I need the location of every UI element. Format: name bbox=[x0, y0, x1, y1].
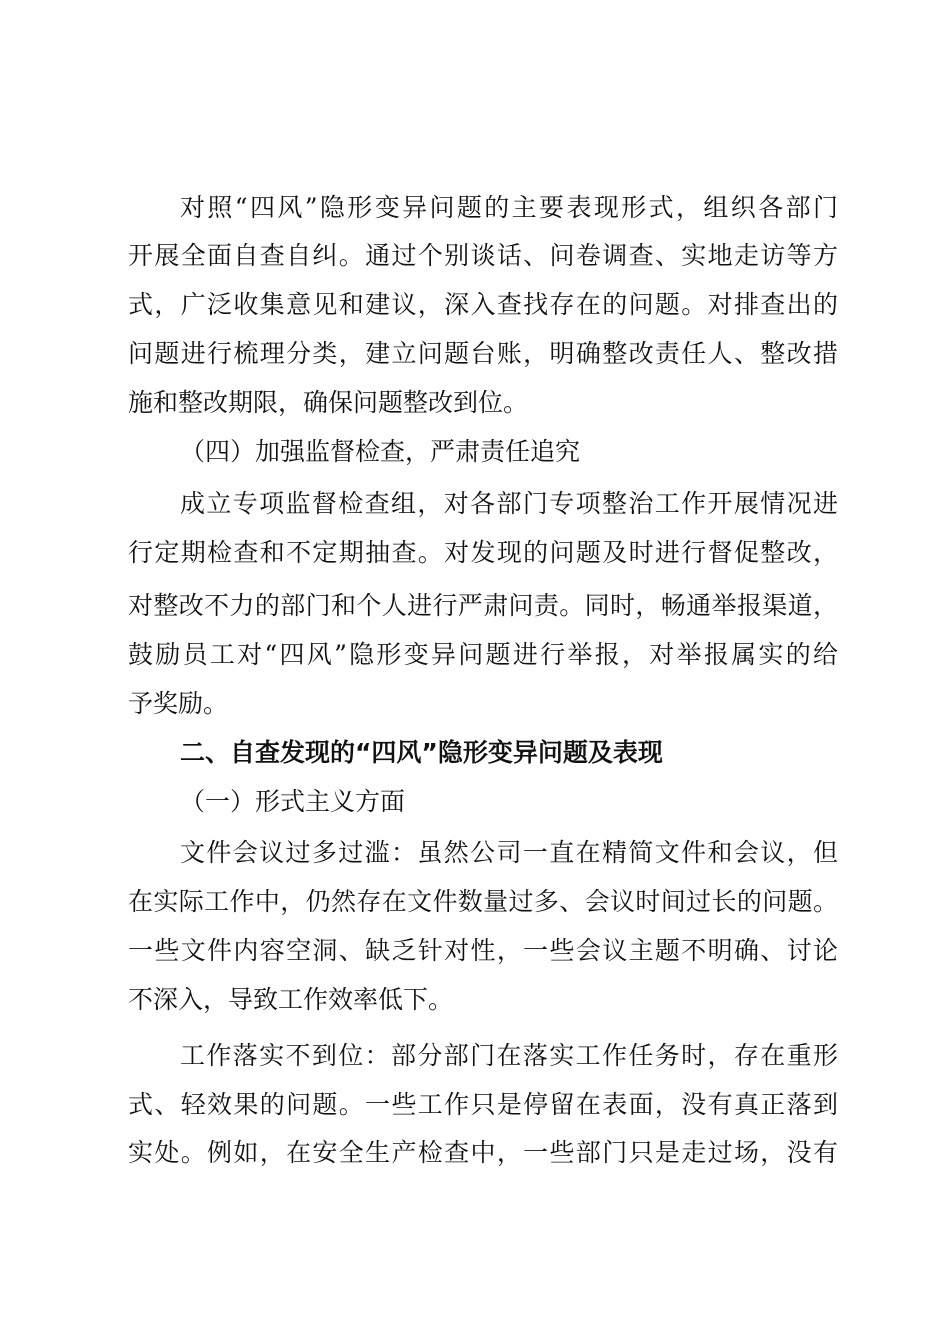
paragraph-line: 一些文件内容空洞、缺乏针对性，一些会议主题不明确、讨论 bbox=[128, 936, 838, 965]
paragraph-line: 实处。例如，在安全生产检查中，一些部门只是走过场，没有 bbox=[128, 1138, 838, 1167]
paragraph-line: 文件会议过多过滥：虽然公司一直在精简文件和会议，但 bbox=[180, 838, 838, 867]
paragraph-line: 在实际工作中，仍然存在文件数量过多、会议时间过长的问题。 bbox=[128, 887, 838, 916]
paragraph-line: 对整改不力的部门和个人进行严肃问责。同时，畅通举报渠道， bbox=[128, 591, 838, 620]
section-subheading: （一）形式主义方面 bbox=[180, 787, 406, 816]
paragraph-line: 成立专项监督检查组，对各部门专项整治工作开展情况进 bbox=[180, 489, 838, 518]
paragraph-line: 予奖励。 bbox=[128, 689, 229, 718]
paragraph-line: 式，广泛收集意见和建议，深入查找存在的问题。对排查出的 bbox=[128, 290, 838, 319]
paragraph-line: 鼓励员工对“四风”隐形变异问题进行举报，对举报属实的给 bbox=[128, 640, 838, 669]
section-subheading: （四）加强监督检查，严肃责任追究 bbox=[180, 437, 581, 466]
paragraph-line: 工作落实不到位：部分部门在落实工作任务时，存在重形 bbox=[180, 1041, 838, 1070]
paragraph-line: 不深入，导致工作效率低下。 bbox=[128, 985, 454, 1014]
section-heading: 二、自查发现的“四风”隐形变异问题及表现 bbox=[180, 738, 663, 767]
paragraph-line: 施和整改期限，确保问题整改到位。 bbox=[128, 388, 529, 417]
paragraph-line: 行定期检查和不定期抽查。对发现的问题及时进行督促整改， bbox=[128, 538, 838, 567]
paragraph-line: 对照“四风”隐形变异问题的主要表现形式，组织各部门 bbox=[180, 193, 838, 222]
paragraph-line: 开展全面自查自纠。通过个别谈话、问卷调查、实地走访等方 bbox=[128, 241, 838, 270]
paragraph-line: 问题进行梳理分类，建立问题台账，明确整改责任人、整改措 bbox=[128, 339, 838, 368]
paragraph-line: 式、轻效果的问题。一些工作只是停留在表面，没有真正落到 bbox=[128, 1090, 838, 1119]
